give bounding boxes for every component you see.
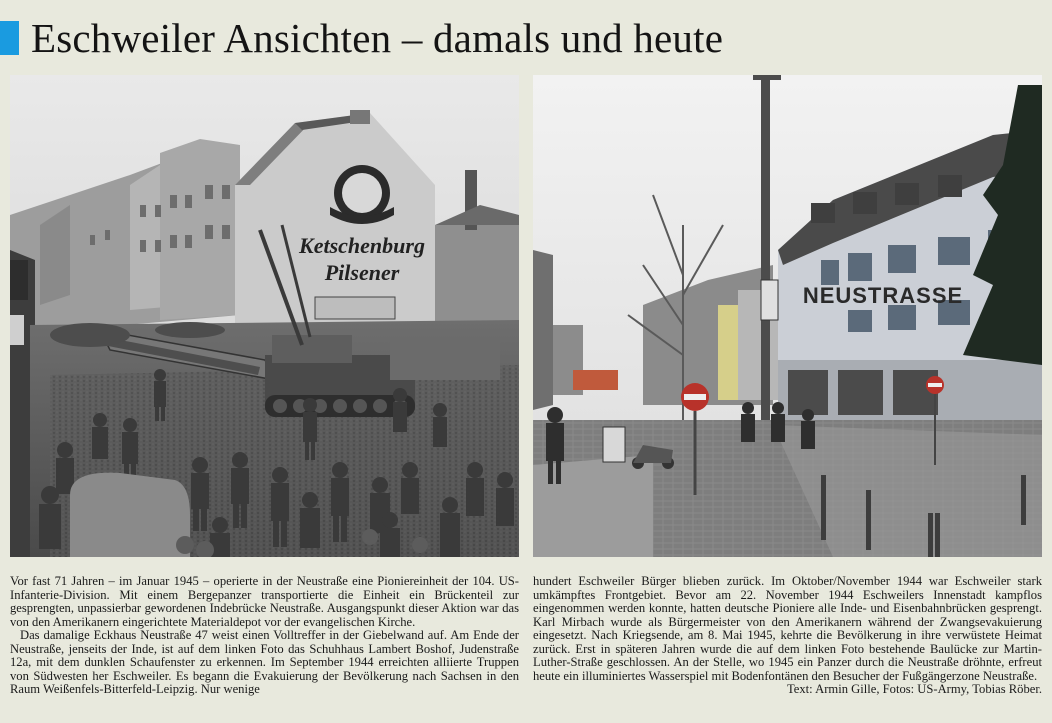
modern-photo-today (533, 75, 1042, 557)
article-paragraph-2: Das damalige Eckhaus Neustraße 47 weist einen Volltreffer in der Giebelwand auf. Am Ende der Neustraße, jenseits der Inde, ist auf dem linken Foto das Schuhhaus Lambert Boshof, Judenstraße 12a, mit dem dunklen Schaufenster zu erkennen. Im September 1944 erreichten alliierte Truppen von Südwesten her Eschweiler. Es begann die Evakuierung der Bevölkerung nach Sachsen in den Raum Weißenfels-Bitterfeld-Leipzig. Nur wenige (10, 628, 519, 697)
accent-bar (0, 21, 19, 55)
historic-photo-image (10, 75, 519, 557)
street-sign-neustrasse: NEUSTRASSE (802, 283, 964, 308)
article-column-left (10, 575, 519, 697)
article-paragraph-3: hundert Eschweiler Bürger blieben zurück. Im Oktober/November 1944 war Eschweiler stark umkämpftes Frontgebiet. Bevor am 22. November 1944 Eschweilers Innenstadt kampflos eingenommen werden konnte, hatten deutsche Pioniere alle Inde- und Eisenbahnbrücken gesprengt. Karl Mirbach wurde als Bürgermeister von den Amerikanern während der Zwangsevakuierung eingesetzt. Nach Kriegsende, am 8. Mai 1945, kehrte die Bevölkerung in ihre verwüstete Heimat zurück. Erst in späteren Jahren wurde die auf dem linken Foto bestehende Baulücke zur Martin-Luther-Straße geschlossen. An der Stelle, wo 1945 ein Panzer durch die Neustraße dröhnte, erfreut heute ein illuminiertes Wasserspiel mit Bodenfontänen den Besucher der Fußgängerzone Neustraße. (533, 574, 1042, 683)
article-column-right (533, 575, 1042, 697)
brewery-sign-line1: Ketschenburg (299, 233, 425, 258)
historic-photo-1945 (10, 75, 519, 557)
photo-credit: Text: Armin Gille, Fotos: US-Army, Tobias Röber. (786, 682, 1042, 697)
brewery-sign-line2: Pilsener (324, 260, 400, 285)
modern-photo-image (533, 75, 1042, 557)
article-paragraph-1: Vor fast 71 Jahren – im Januar 1945 – operierte in der Neustraße eine Pioniereinheit der 104. US-Infanterie-Division. Mit einem Bergepanzer transportierte die Einheit ein Brückenteil zur gesprengten, unpassierbar gewordenen Indebrücke Neustraße. Ausgangspunkt dieser Aktion war das von den Amerikanern eingerichtete Materialdepot vor der evangelischen Kirche. (10, 574, 519, 629)
page-title: Eschweiler Ansichten – damals und heute (31, 15, 724, 61)
